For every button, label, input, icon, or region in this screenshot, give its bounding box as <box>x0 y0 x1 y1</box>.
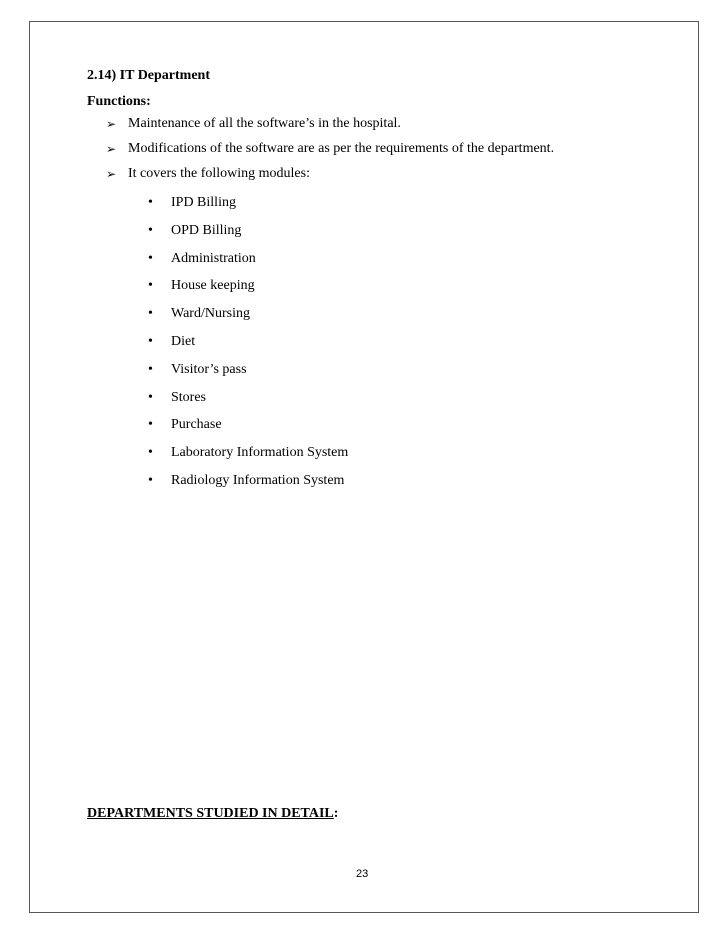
function-item <box>106 115 554 140</box>
module-text: Laboratory Information System <box>171 445 349 461</box>
bullet-icon: • <box>148 361 153 377</box>
bullet-icon: • <box>148 389 153 405</box>
bullet-icon: • <box>148 333 153 349</box>
departments-heading-text: DEPARTMENTS STUDIED IN DETAIL <box>87 806 334 821</box>
bullet-icon: • <box>148 195 153 210</box>
arrow-bullet-icon: ➢ <box>106 142 117 156</box>
section-heading: 2.14) IT Department <box>87 68 211 83</box>
module-item <box>148 472 348 500</box>
module-item <box>148 444 348 472</box>
function-text: It covers the following modules: <box>128 166 310 181</box>
module-item <box>148 277 348 305</box>
module-text: Radiology Information System <box>171 472 345 488</box>
module-item <box>148 333 348 361</box>
bullet-icon: • <box>148 278 153 294</box>
module-item <box>148 250 348 278</box>
module-item <box>148 222 348 250</box>
module-text: Stores <box>171 389 206 405</box>
bullet-icon: • <box>148 472 153 488</box>
functions-label: Functions: <box>87 94 151 109</box>
module-text: Diet <box>171 333 196 349</box>
functions-list <box>106 115 554 190</box>
bullet-icon: • <box>148 222 153 238</box>
module-list <box>148 194 348 500</box>
page-number: 23 <box>356 868 369 880</box>
module-text: OPD Billing <box>171 222 242 238</box>
departments-heading <box>87 805 338 823</box>
bullet-icon: • <box>148 250 153 266</box>
module-item <box>148 361 348 389</box>
departments-heading-suffix: : <box>333 806 339 821</box>
module-item <box>148 389 348 417</box>
arrow-bullet-icon: ➢ <box>106 167 117 181</box>
arrow-bullet-icon: ➢ <box>106 117 117 131</box>
module-text: Purchase <box>171 417 222 433</box>
function-text: Maintenance of all the software’s in the hospital. <box>128 116 401 131</box>
module-item <box>148 305 348 333</box>
bullet-icon: • <box>148 445 153 461</box>
function-item <box>106 140 554 165</box>
module-text: Visitor’s pass <box>171 361 247 377</box>
module-item <box>148 416 348 444</box>
bullet-icon: • <box>148 306 153 322</box>
module-text: IPD Billing <box>171 195 236 210</box>
module-text: House keeping <box>171 278 255 294</box>
function-item <box>106 165 554 190</box>
module-text: Administration <box>171 250 256 266</box>
module-text: Ward/Nursing <box>171 306 250 322</box>
function-text: Modifications of the software are as per the requirements of the department. <box>128 141 555 156</box>
bullet-icon: • <box>148 417 153 433</box>
module-item <box>148 194 348 222</box>
